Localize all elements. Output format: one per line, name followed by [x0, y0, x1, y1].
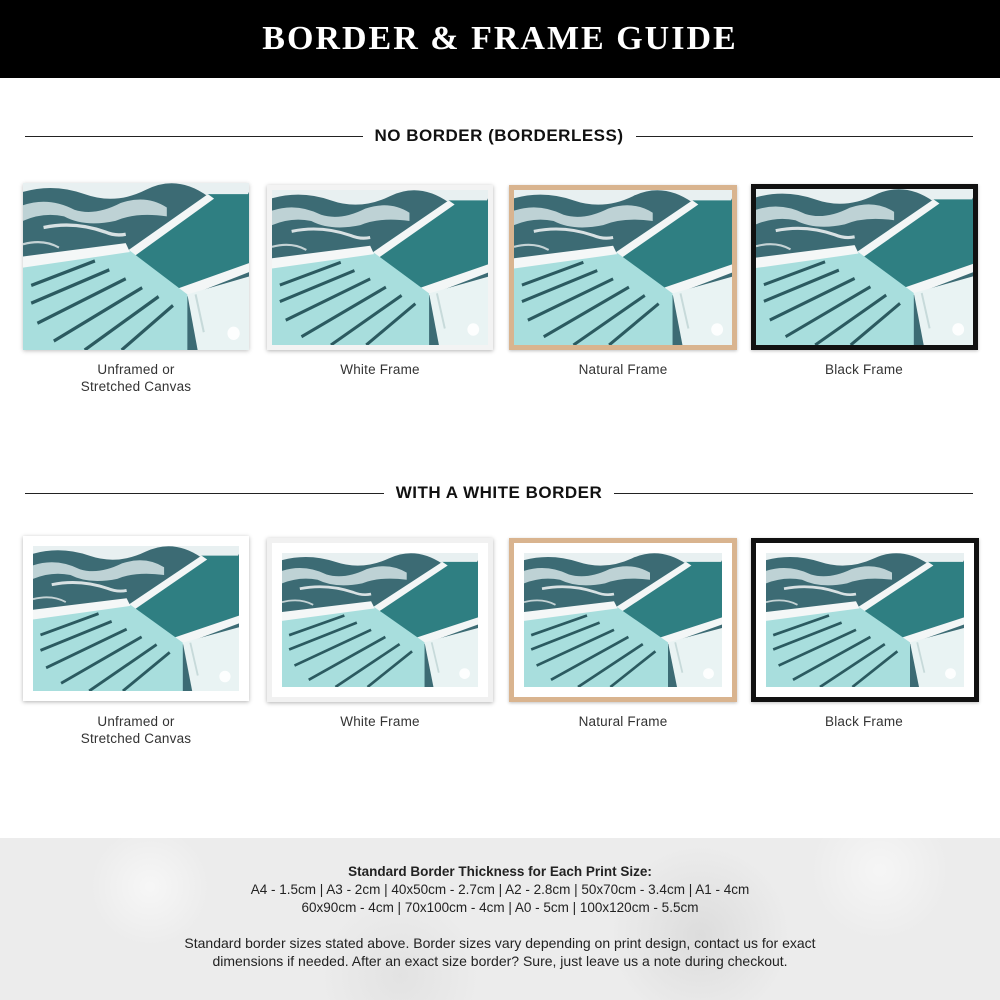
caption-unframed-line1: Unframed or [97, 714, 175, 729]
ocean-pool-photo [766, 553, 964, 687]
ocean-pool-photo [524, 553, 722, 687]
preview-black-frame-borderless[interactable] [751, 184, 978, 350]
caption-black-frame: Black Frame [825, 714, 903, 729]
footer-note-line2: dimensions if needed. After an exact size border? Sure, just leave us a note during checkout. [212, 953, 788, 969]
preview-white-frame-white-border[interactable] [267, 538, 493, 702]
caption-unframed-line2: Stretched Canvas [80, 379, 192, 394]
header-banner [0, 0, 1000, 78]
caption-white-frame: White Frame [340, 714, 420, 729]
ocean-pool-photo [514, 190, 732, 345]
footer-note-line1: Standard border sizes stated above. Border sizes vary depending on print design, contact us for exact [184, 935, 816, 951]
footer-title: Standard Border Thickness for Each Print Size: [348, 864, 652, 879]
ocean-pool-photo [272, 190, 488, 345]
caption-white-frame: White Frame [340, 362, 420, 377]
preview-natural-frame-borderless[interactable] [509, 185, 737, 350]
ocean-pool-photo [23, 183, 249, 350]
preview-black-frame-white-border[interactable] [751, 538, 979, 702]
ocean-pool-photo [33, 546, 239, 691]
preview-white-frame-borderless[interactable] [267, 185, 493, 350]
heading-rule-left [25, 493, 384, 494]
ocean-pool-photo [282, 553, 478, 687]
heading-rule-right [614, 493, 973, 494]
preview-unframed-white-border[interactable] [23, 536, 249, 701]
section-title-white-border: WITH A WHITE BORDER [395, 483, 603, 502]
caption-unframed [16, 361, 256, 395]
caption-unframed-line1: Unframed or [97, 362, 175, 377]
heading-rule-right [636, 136, 974, 137]
section-heading-white-border [25, 481, 973, 505]
section-heading-no-border [25, 124, 973, 148]
section-title-no-border: NO BORDER (BORDERLESS) [374, 126, 624, 145]
ocean-pool-photo [756, 189, 973, 345]
preview-natural-frame-white-border[interactable] [509, 538, 737, 702]
caption-unframed [16, 713, 256, 747]
preview-unframed-borderless[interactable] [23, 183, 249, 350]
size-list-line2: 60x90cm - 4cm | 70x100cm - 4cm | A0 - 5cm | 100x120cm - 5.5cm [301, 900, 699, 915]
heading-rule-left [25, 136, 363, 137]
size-list-line1: A4 - 1.5cm | A3 - 2cm | 40x50cm - 2.7cm | A2 - 2.8cm | 50x70cm - 3.4cm | A1 - 4cm [250, 882, 750, 897]
border-thickness-info [0, 838, 1000, 1000]
page-title: BORDER & FRAME GUIDE [262, 20, 738, 57]
caption-black-frame: Black Frame [825, 362, 903, 377]
caption-natural-frame: Natural Frame [578, 714, 668, 729]
caption-natural-frame: Natural Frame [578, 362, 668, 377]
caption-unframed-line2: Stretched Canvas [80, 731, 192, 746]
